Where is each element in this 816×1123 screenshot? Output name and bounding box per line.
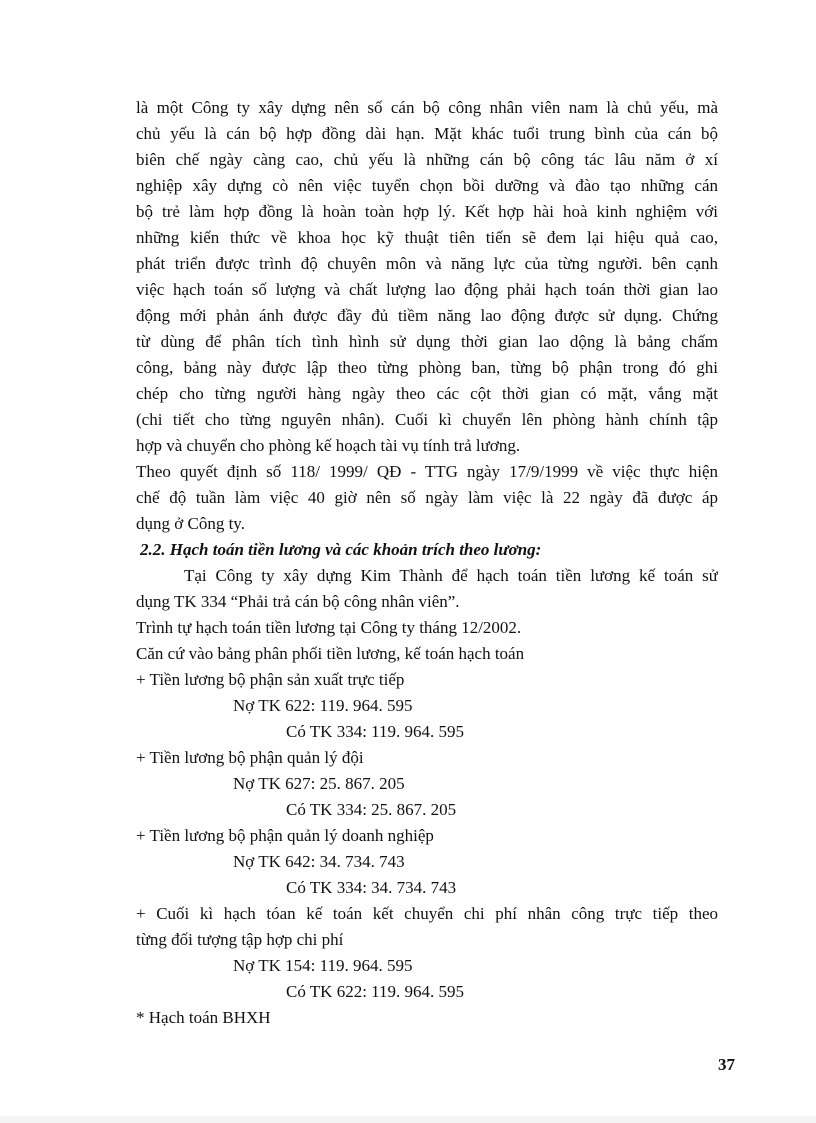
section-heading: 2.2. Hạch toán tiền lương và các khoản trích theo lương: [140,540,542,559]
entry-label: + Tiền lương bộ phận quản lý đội [136,748,364,767]
bhxh-line: * Hạch toán BHXH [136,1008,271,1027]
credit-line: Có TK 334: 34. 734. 743 [286,878,457,897]
basis-line: Căn cứ vào bảng phân phối tiền lương, kế toán hạch toán [136,644,525,663]
paragraph-line: là một Công ty xây dựng nên số cán bộ công nhân viên nam là chủ yếu, mà [136,98,718,117]
paragraph-line: dụng ở Công ty. [136,514,245,533]
paragraph-line: Theo quyết định số 118/ 1999/ QĐ - TTG ngày 17/9/1999 về việc thực hiện [136,462,718,481]
paragraph-line: bộ trẻ làm hợp đồng là hoàn toàn hợp lý. Kết hợp hài hoà kinh nghiệm với [136,202,718,221]
credit-line: Có TK 622: 119. 964. 595 [286,982,465,1001]
procedure-line: Trình tự hạch toán tiền lương tại Công ty tháng 12/2002. [136,618,522,637]
debit-line: Nợ TK 622: 119. 964. 595 [233,696,413,715]
paragraph-line: chế độ tuần làm việc 40 giờ nên số ngày làm việc là 22 ngày đã được áp [136,488,718,507]
paragraph-line: nghiệp xây dựng cò nên việc tuyển chọn bồi dưỡng và đào tạo những cán [136,176,718,195]
debit-line: Nợ TK 154: 119. 964. 595 [233,956,413,975]
page-number: 37 [718,1055,735,1074]
entry-label: + Cuối kì hạch tóan kế toán kết chuyển chi phí nhân công trực tiếp theo [136,904,718,923]
debit-line: Nợ TK 627: 25. 867. 205 [233,774,405,793]
paragraph-line: chép cho từng người hàng ngày theo các cột thời gian có mặt, vắng mặt [136,384,718,403]
paragraph-line: từ dùng để phân tích tình hình sử dụng thời gian lao dộng là bảng chấm [136,332,718,351]
page-bottom-edge [0,1116,816,1123]
entry-label: từng đối tượng tập hợp chi phí [136,930,344,949]
paragraph-line: công, bảng này được lập theo từng phòng ban, từng bộ phận trong đó ghi [136,358,718,377]
paragraph-line: chủ yếu là cán bộ hợp đồng dài hạn. Mặt khác tuổi trung bình của cán bộ [136,124,718,143]
debit-line: Nợ TK 642: 34. 734. 743 [233,852,405,871]
entry-label: + Tiền lương bộ phận sản xuất trực tiếp [136,670,405,689]
credit-line: Có TK 334: 25. 867. 205 [286,800,457,819]
paragraph-line: hợp và chuyển cho phòng kế hoạch tài vụ tính trả lương. [136,436,521,455]
paragraph-line: dụng TK 334 “Phải trả cán bộ công nhân viên”. [136,592,460,611]
paragraph-line: việc hạch toán số lượng và chất lượng lao động phải hạch toán thời gian lao [136,280,718,299]
paragraph-line: biên chế ngày càng cao, chủ yếu là những cán bộ công tác lâu năm ở xí [136,150,718,169]
entry-label: + Tiền lương bộ phận quản lý doanh nghiệp [136,826,434,845]
paragraph-line: Tại Công ty xây dựng Kim Thành để hạch toán tiền lương kế toán sử [184,566,718,585]
paragraph-line: (chi tiết cho từng nguyên nhân). Cuối kì chuyển lên phòng hành chính tập [136,410,718,429]
paragraph-line: phát triển được trình độ chuyên môn và năng lực của từng người. bên cạnh [136,254,718,273]
paragraph-line: động mới phản ánh được đầy đủ tiềm năng lao động được sử dụng. Chứng [136,306,718,325]
credit-line: Có TK 334: 119. 964. 595 [286,722,465,741]
paragraph-line: những kiến thức về khoa học kỹ thuật tiên tiến sẽ đem lại hiệu quả cao, [136,228,718,247]
